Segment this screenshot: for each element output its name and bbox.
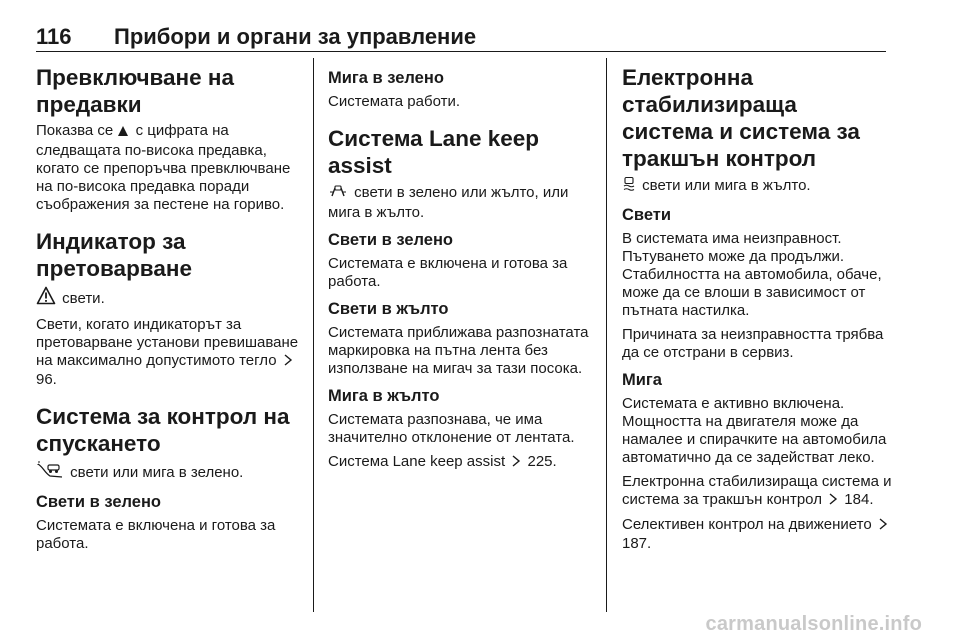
descent-subheading: Свети в зелено	[36, 493, 161, 511]
lane-yellow-flash-subheading: Мига в жълто	[328, 387, 440, 405]
page-reference-arrow-icon	[828, 492, 838, 510]
chapter-title: Прибори и органи за управление	[114, 24, 477, 49]
traction-reference-text: Селективен контрол на движението	[622, 516, 872, 533]
esc-cause-text: Причината за неизправността трябва да се отстрани в сервиз.	[622, 326, 884, 361]
descent-icon-text: свети или мига в зелено.	[70, 464, 244, 481]
lane-keep-reference	[328, 453, 594, 472]
section-title-esc: Електронна стабилизираща система и система за тракшън контрол	[622, 65, 860, 171]
esc-flash-subheading: Мига	[622, 371, 662, 389]
lane-keep-icon-text: свети в зелено или жълто, или мига в жълто.	[328, 184, 569, 221]
lane-yellow-text: Системата приближава разпознатата маркировка на пътна лента без използване на мигач за тази посока.	[328, 324, 589, 377]
page-reference-arrow-icon	[878, 517, 888, 535]
esc-on-subheading: Свети	[622, 206, 672, 224]
overload-icon-text: свети.	[62, 290, 105, 307]
esc-reference-text: Електронна стабилизираща система и система за тракшън контрол	[622, 473, 892, 508]
overload-text	[36, 316, 304, 389]
esc-flash-text: Системата е активно включена. Мощността на двигателя може да намалее и спирачките на автомобила автоматично да се задействат леко.	[622, 395, 887, 466]
header-divider	[36, 51, 886, 52]
lane-yellow-subheading: Свети в жълто	[328, 300, 449, 318]
section-title-overload: Индикатор за претоварване	[36, 229, 192, 281]
esc-on-text: В системата има неизправност. Пътуването може да продължи. Стабилността на автомобила, обаче, може да се влоши в зависимост от пътната настилка.	[622, 230, 882, 319]
overload-description: Свети, когато индикаторът за претоварване установи превишаване на максимално допустимото тегло	[36, 316, 299, 369]
section-title-gear-shift: Превключване на предавки	[36, 65, 235, 117]
overload-icon-line	[36, 286, 304, 310]
gear-shift-text-after: с цифрата на следващата по-висока предавка, когато се препоръчва превключване на по-висока предавка поради съображения за пестене на гориво.	[36, 122, 291, 213]
esc-icon	[622, 176, 636, 197]
descent-flash-subheading: Мига в зелено	[328, 69, 444, 87]
lane-keep-icon-line	[328, 183, 594, 222]
up-triangle-icon	[117, 124, 129, 142]
descent-flash-text: Системата работи.	[328, 93, 460, 110]
esc-reference	[622, 473, 892, 510]
esc-page-ref: 184.	[844, 491, 874, 508]
esc-icon-text: свети или мига в жълто.	[642, 177, 811, 194]
section-title-descent-control: Система за контрол на спускането	[36, 404, 290, 456]
watermark: carmanualsonline.info	[705, 613, 922, 635]
lane-green-text: Системата е включена и готова за работа.	[328, 255, 568, 290]
traction-page-ref: 187.	[622, 535, 652, 552]
page-reference-arrow-icon	[511, 454, 521, 472]
gear-shift-text-before: Показва се	[36, 122, 114, 139]
column-2	[328, 58, 594, 478]
column-divider-1	[313, 58, 314, 612]
hill-descent-icon	[36, 461, 64, 484]
traction-reference	[622, 516, 892, 553]
gear-shift-text	[36, 122, 304, 214]
column-1	[36, 58, 304, 559]
section-title-lane-keep: Система Lane keep assist	[328, 126, 539, 178]
overload-warning-icon	[36, 286, 56, 310]
overload-page-ref: 96.	[36, 371, 57, 388]
lane-keep-page-ref: 225.	[527, 453, 557, 470]
page-number: 116	[36, 24, 72, 49]
descent-icon-line	[36, 461, 304, 484]
column-divider-2	[606, 58, 607, 612]
lane-keep-reference-text: Система Lane keep assist	[328, 453, 506, 470]
lane-green-subheading: Свети в зелено	[328, 231, 453, 249]
lane-yellow-flash-text: Системата разпознава, че има значително отклонение от лентата.	[328, 411, 575, 446]
lane-keep-icon	[328, 183, 348, 204]
column-3	[622, 58, 892, 559]
page-header	[36, 24, 886, 54]
page-reference-arrow-icon	[283, 353, 293, 371]
descent-text: Системата е включена и готова за работа.	[36, 517, 276, 552]
esc-icon-line	[622, 176, 892, 197]
